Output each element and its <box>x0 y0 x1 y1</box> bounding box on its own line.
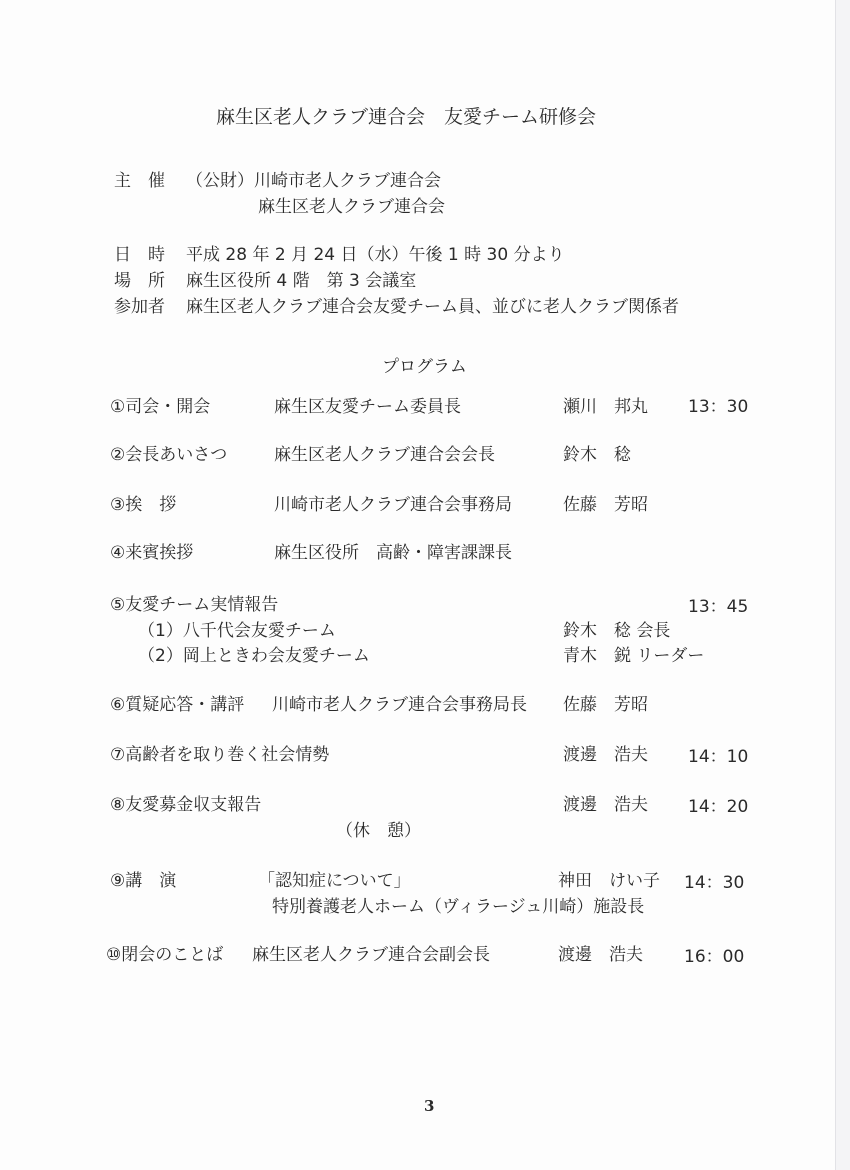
program-person-3: 佐藤 芳昭 <box>563 495 648 515</box>
program-time-10: 16：00 <box>684 947 745 967</box>
program-person-2: 鈴木 稔 <box>563 445 631 465</box>
program-item-2: ②会長あいさつ <box>110 445 228 465</box>
datetime-value: 平成 28 年 2 月 24 日（水）午後 1 時 30 分より <box>186 245 565 265</box>
program-time-9: 14：30 <box>684 873 745 893</box>
program-time-5: 13：45 <box>688 597 749 617</box>
program-5-sub-1-label: （1）八千代会友愛チーム <box>138 621 336 641</box>
organizer-label: 主 催 <box>114 171 165 191</box>
program-item-4: ④来賓挨拶 <box>110 543 194 563</box>
program-item-5: ⑤友愛チーム実情報告 <box>110 595 279 615</box>
program-person-8: 渡邊 浩夫 <box>563 795 648 815</box>
program-role-4: 麻生区役所 高齢・障害課課長 <box>274 543 512 563</box>
program-person-10: 渡邊 浩夫 <box>558 945 643 965</box>
program-person-9: 神田 けい子 <box>558 871 660 891</box>
program-time-8: 14：20 <box>688 797 749 817</box>
program-item-10: ⑩閉会のことば <box>106 945 224 965</box>
program-role-1: 麻生区友愛チーム委員長 <box>274 397 461 417</box>
program-item-1: ①司会・開会 <box>110 397 211 417</box>
program-person-7: 渡邊 浩夫 <box>563 745 648 765</box>
program-5-sub-1-person: 鈴木 稔 会長 <box>563 621 671 641</box>
participants-label: 参加者 <box>114 297 165 317</box>
document-title: 麻生区老人クラブ連合会 友愛チーム研修会 <box>216 106 597 128</box>
page-number: 3 <box>424 1097 435 1115</box>
break-label: （休 憩） <box>336 821 421 841</box>
program-heading: プログラム <box>382 357 467 377</box>
program-time-1: 13：30 <box>688 397 749 417</box>
program-5-sub-2-person: 青木 鋭 リーダー <box>563 646 705 666</box>
program-item-7: ⑦高齢者を取り巻く社会情勢 <box>110 745 330 765</box>
program-person-6: 佐藤 芳昭 <box>563 695 648 715</box>
program-role-6: 川崎市老人クラブ連合会事務局長 <box>272 695 527 715</box>
organizer-line-2: 麻生区老人クラブ連合会 <box>258 197 445 217</box>
program-role-10: 麻生区老人クラブ連合会副会長 <box>252 945 490 965</box>
program-item-3: ③挨 拶 <box>110 495 177 515</box>
program-5-sub-2-label: （2）岡上ときわ会友愛チーム <box>138 646 370 666</box>
program-item-8: ⑧友愛募金収支報告 <box>110 795 262 815</box>
program-role-9: 「認知症について」 <box>258 871 411 891</box>
participants-value: 麻生区老人クラブ連合会友愛チーム員、並びに老人クラブ関係者 <box>186 297 679 317</box>
program-item-6: ⑥質疑応答・講評 <box>110 695 245 715</box>
program-person-1: 瀬川 邦丸 <box>563 397 648 417</box>
place-label: 場 所 <box>114 271 165 291</box>
program-item-9: ⑨講 演 <box>110 871 177 891</box>
program-role-2: 麻生区老人クラブ連合会会長 <box>274 445 495 465</box>
program-time-7: 14：10 <box>688 747 749 767</box>
datetime-label: 日 時 <box>114 245 165 265</box>
program-note-9: 特別養護老人ホーム（ヴィラージュ川崎）施設長 <box>272 897 645 917</box>
organizer-line-1: （公財）川崎市老人クラブ連合会 <box>186 171 441 191</box>
program-role-3: 川崎市老人クラブ連合会事務局 <box>274 495 512 515</box>
place-value: 麻生区役所 4 階 第 3 会議室 <box>186 271 417 291</box>
